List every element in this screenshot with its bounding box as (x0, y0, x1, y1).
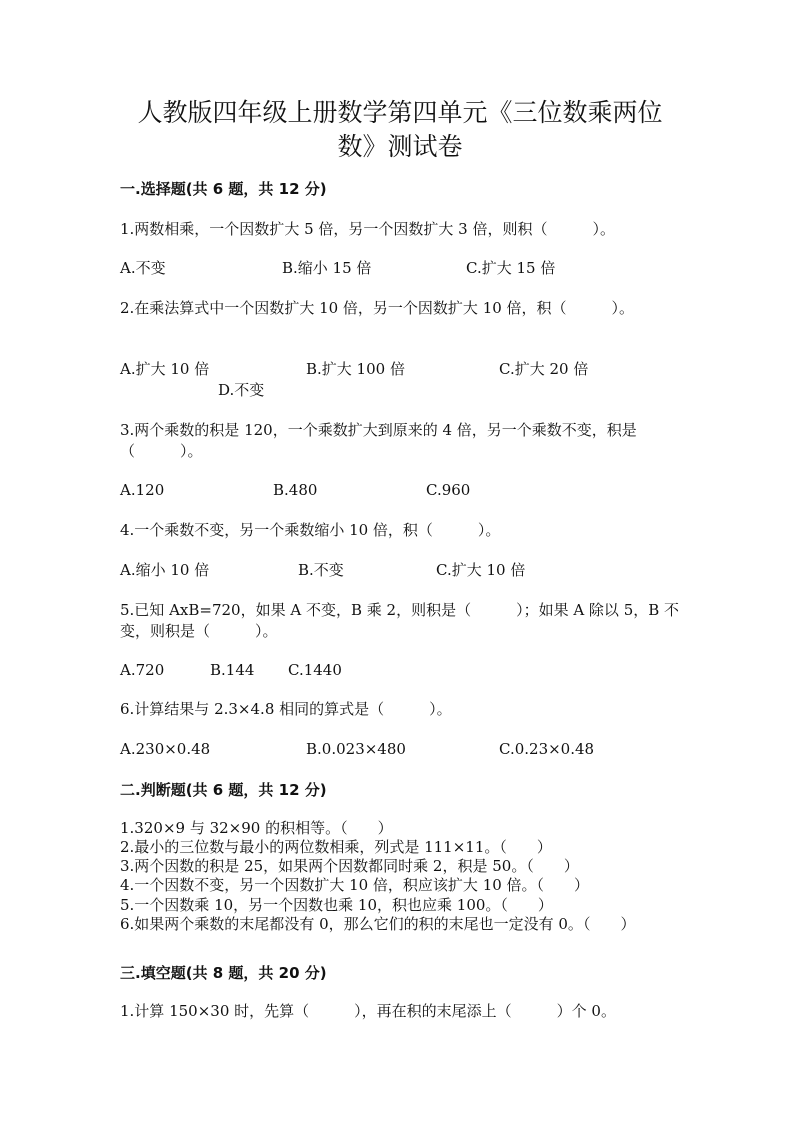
judge-item-5: 5.一个因数乘 10，另一个因数也乘 10，积也应乘 100。（ ） (120, 896, 553, 914)
option-1-1-a: A.不变 (120, 259, 166, 277)
question-1-6: 6.计算结果与 2.3×4.8 相同的算式是（ ）。 (120, 700, 452, 718)
option-1-6-b: B.0.023×480 (306, 740, 406, 758)
option-1-5-b: B.144 (210, 661, 255, 679)
judge-item-3: 3.两个因数的积是 25，如果两个因数都同时乘 2，积是 50。（ ） (120, 857, 579, 875)
question-1-5: 5.已知 AxB=720，如果 A 不变，B 乘 2，则积是（ ）；如果 A 除以 5，B 不 (120, 601, 680, 619)
option-1-2-d: D.不变 (218, 381, 265, 399)
option-1-1-c: C.扩大 15 倍 (466, 259, 556, 277)
option-1-2-a: A.扩大 10 倍 (120, 360, 210, 378)
option-1-3-a: A.120 (120, 481, 165, 499)
option-1-3-b: B.480 (273, 481, 318, 499)
option-1-4-a: A.缩小 10 倍 (120, 561, 210, 579)
option-1-6-c: C.0.23×0.48 (499, 740, 595, 758)
option-1-5-a: A.720 (120, 661, 165, 679)
section-heading-choice: 一.选择题(共 6 题，共 12 分) (120, 180, 327, 198)
judge-item-4: 4.一个因数不变，另一个因数扩大 10 倍，积应该扩大 10 倍。（ ） (120, 876, 590, 894)
section-heading-judge: 二.判断题(共 6 题，共 12 分) (120, 781, 327, 799)
question-1-3: 3.两个乘数的积是 120，一个乘数扩大到原来的 4 倍，另一个乘数不变，积是 (120, 421, 637, 439)
option-1-5-c: C.1440 (288, 661, 342, 679)
section-heading-fill: 三.填空题(共 8 题，共 20 分) (120, 964, 327, 982)
option-1-6-a: A.230×0.48 (120, 740, 211, 758)
judge-item-6: 6.如果两个乘数的末尾都没有 0，那么它们的积的末尾也一定没有 0。（ ） (120, 915, 636, 933)
page-title-line-2: 数》测试卷 (337, 132, 463, 161)
question-1-1: 1.两数相乘，一个因数扩大 5 倍，另一个因数扩大 3 倍，则积（ ）。 (120, 220, 615, 238)
option-1-2-b: B.扩大 100 倍 (306, 360, 405, 378)
page-title-line-1: 人教版四年级上册数学第四单元《三位数乘两位 (137, 98, 663, 127)
question-1-3-cont: （ ）。 (120, 442, 203, 460)
question-1-2: 2.在乘法算式中一个因数扩大 10 倍，另一个因数扩大 10 倍，积（ ）。 (120, 299, 635, 317)
option-1-1-b: B.缩小 15 倍 (282, 259, 372, 277)
option-1-4-c: C.扩大 10 倍 (436, 561, 526, 579)
fill-question-1: 1.计算 150×30 时，先算（ ），再在积的末尾添上（ ）个 0。 (120, 1002, 616, 1020)
question-1-4: 4.一个乘数不变，另一个乘数缩小 10 倍，积（ ）。 (120, 521, 501, 539)
option-1-2-c: C.扩大 20 倍 (499, 360, 589, 378)
option-1-3-c: C.960 (426, 481, 471, 499)
judge-item-1: 1.320×9 与 32×90 的积相等。（ ） (120, 819, 393, 837)
question-1-5-cont: 变，则积是（ ）。 (120, 622, 278, 640)
option-1-4-b: B.不变 (298, 561, 344, 579)
judge-item-2: 2.最小的三位数与最小的两位数相乘，列式是 111×11。（ ） (120, 838, 552, 856)
